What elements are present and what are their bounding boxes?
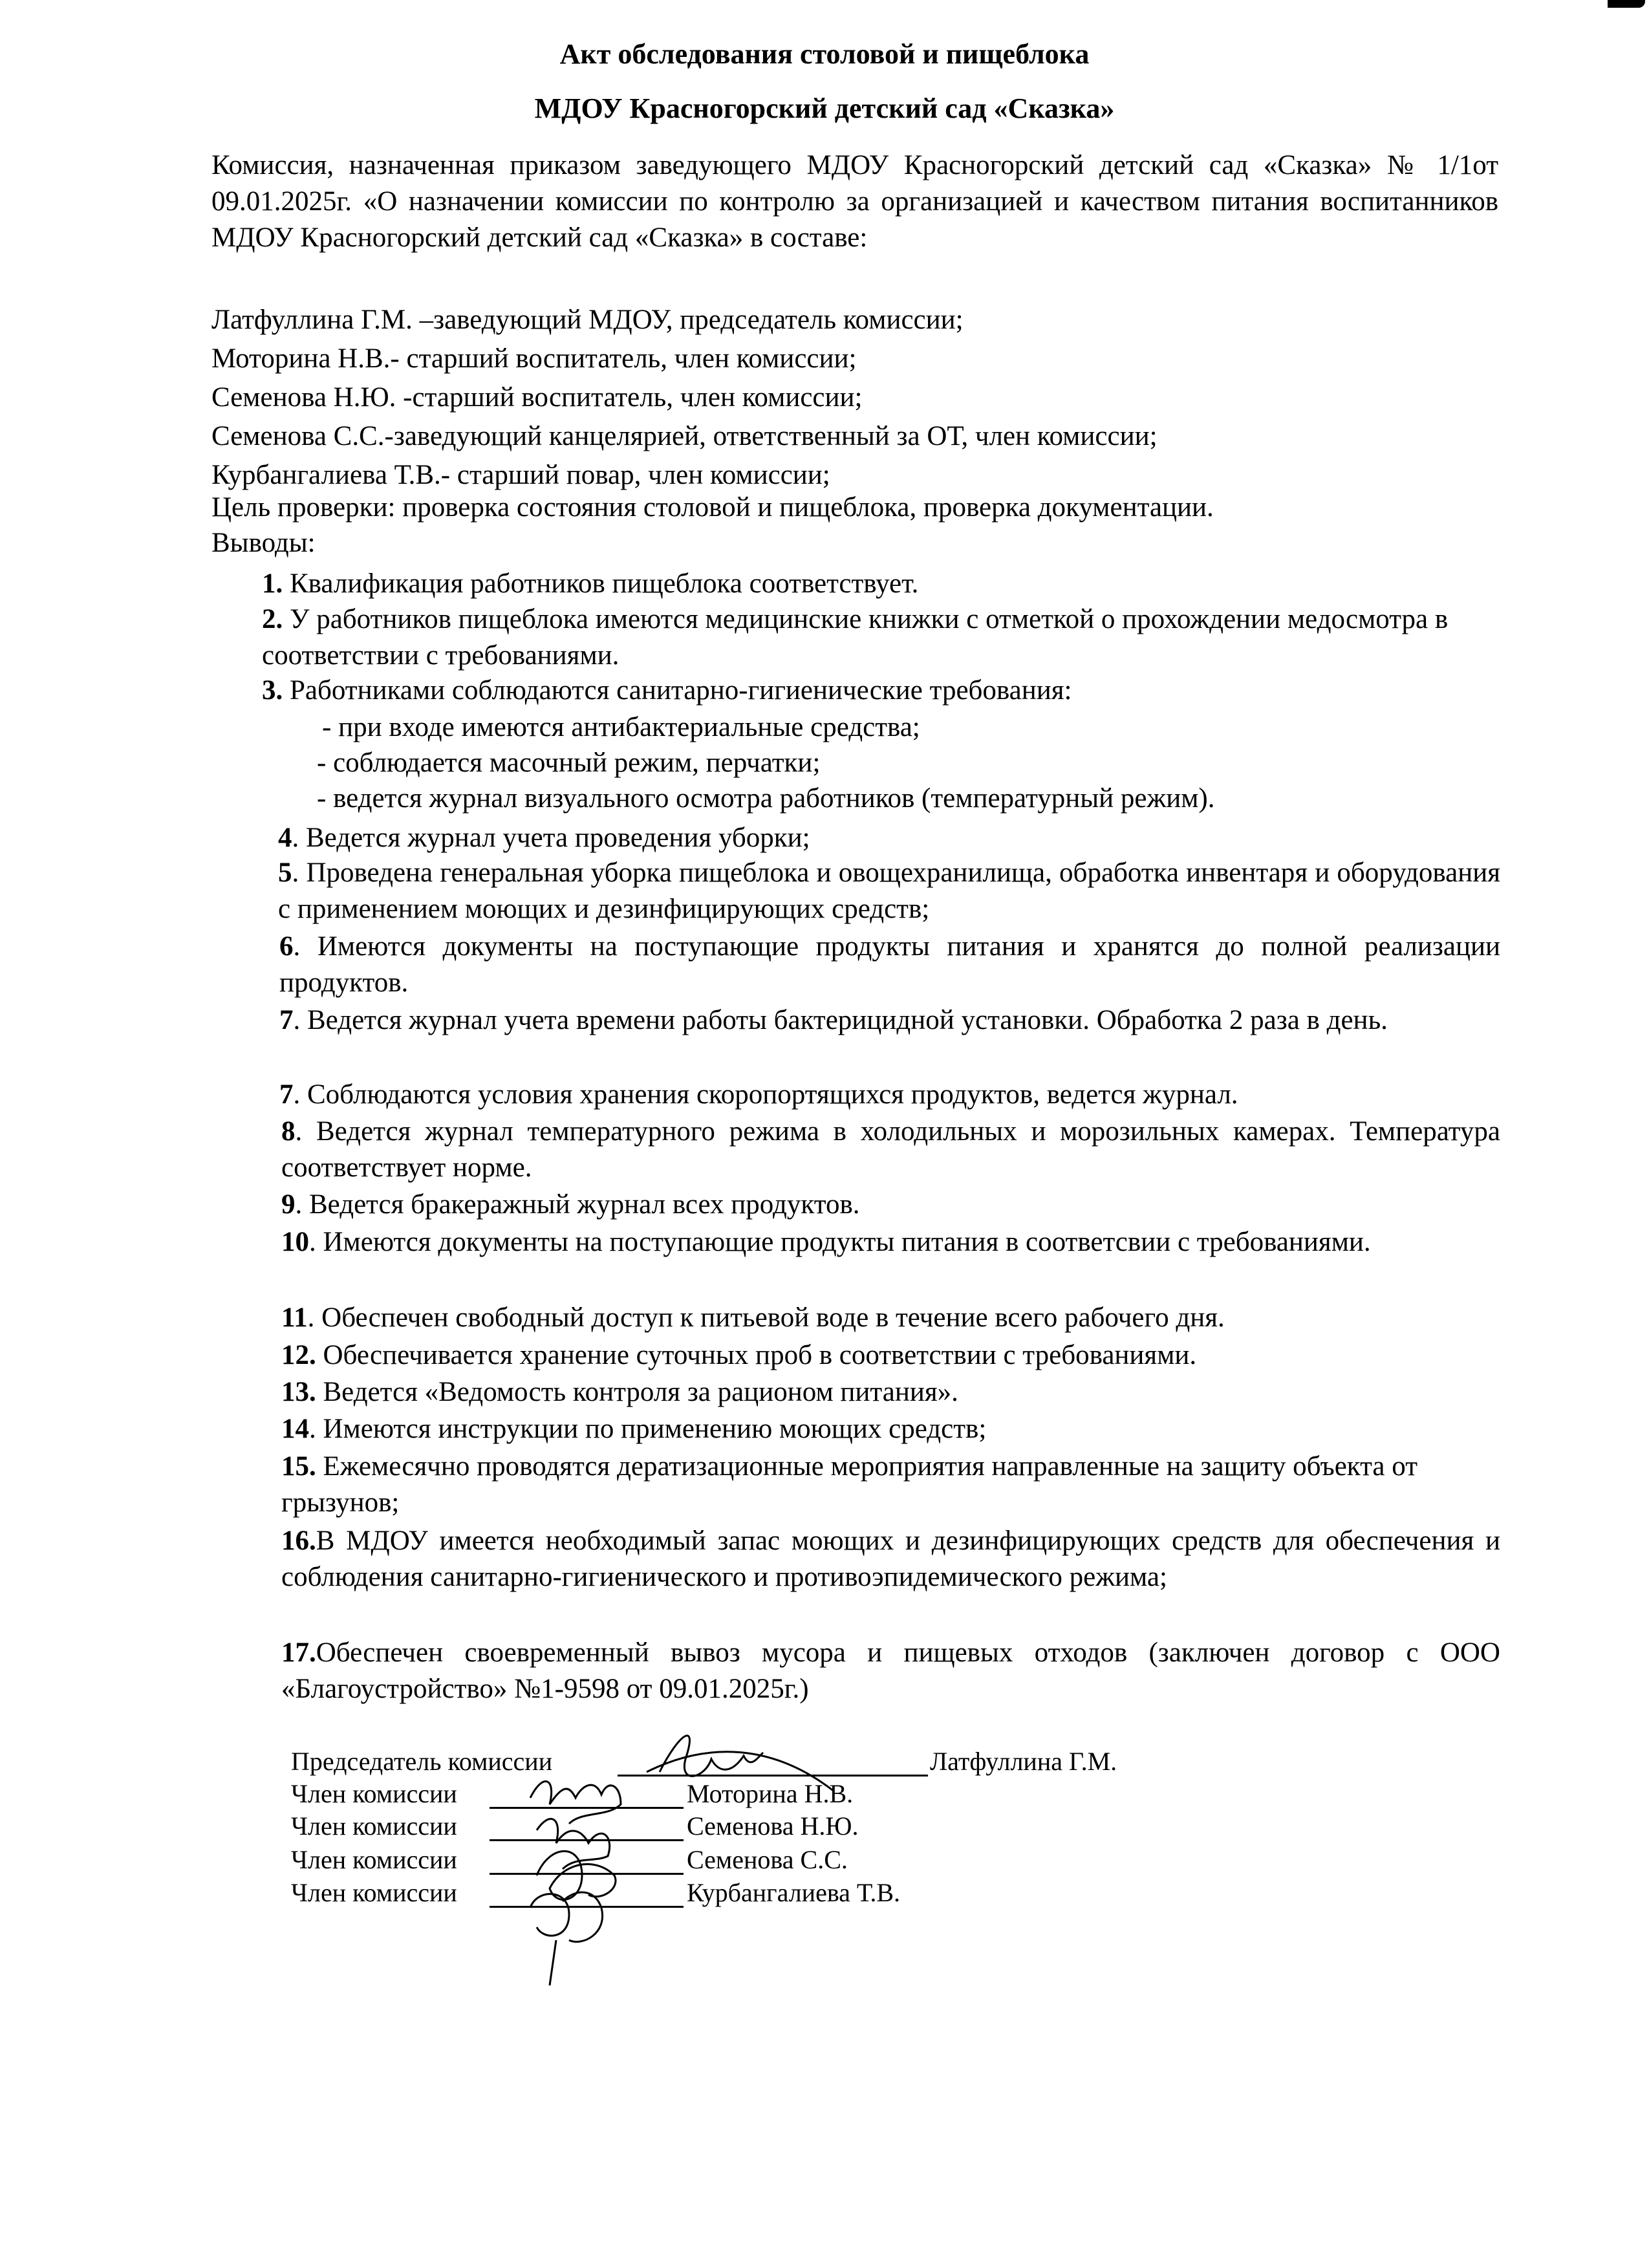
purpose-line: Цель проверки: проверка состояния столовой и пищеблока, проверка документации.: [211, 492, 1214, 523]
finding-text: Ведется «Ведомость контроля за рационом питания».: [316, 1377, 958, 1407]
finding-text: . Соблюдаются условия хранения скоропортящихся продуктов, ведется журнал.: [293, 1079, 1238, 1110]
finding-item: [281, 1187, 1500, 1223]
finding-item: [262, 566, 1491, 602]
finding-subitem: - при входе имеются антибактериальные средства;: [322, 712, 920, 742]
signature-role: Член комиссии: [291, 1845, 457, 1874]
finding-number: 5: [278, 858, 292, 888]
finding-number: 16.: [281, 1526, 316, 1556]
finding-item: [281, 1449, 1500, 1521]
signature-name: Латфуллина Г.М.: [930, 1747, 1117, 1776]
finding-text: . Ведется журнал учета времени работы бактерицидной установки. Обработка 2 раза в день.: [293, 1005, 1388, 1035]
finding-text: Ежемесячно проводятся дератизационные мероприятия направленные на защиту объекта от грызунов;: [281, 1451, 1417, 1518]
member-line: Моторина Н.В.- старший воспитатель, член комиссии;: [211, 343, 857, 374]
finding-text: . Имеются документы на поступающие продукты питания в соответсвии с требованиями.: [309, 1227, 1371, 1257]
signature-role: Член комиссии: [291, 1878, 457, 1907]
finding-item: [281, 1337, 1500, 1374]
signature-role: Член комиссии: [291, 1779, 457, 1808]
finding-number: 4: [278, 823, 292, 853]
finding-number: 7: [279, 1005, 294, 1035]
finding-number: 13.: [281, 1377, 316, 1407]
finding-text: У работников пищеблока имеются медицинские книжки с отметкой о прохождении медосмотра в соответствии с требованиями.: [262, 604, 1449, 671]
finding-item: [281, 1300, 1500, 1336]
finding-text: . Ведется журнал температурного режима в холодильных и морозильных камерах. Температура соответствует норме.: [281, 1116, 1500, 1183]
finding-item: [281, 1635, 1500, 1707]
signature-member-1: [530, 1782, 621, 1824]
signature-line: [490, 1873, 684, 1875]
finding-item: [281, 1114, 1500, 1186]
scan-edge-mark: [1608, 0, 1645, 8]
intro-paragraph: Комиссия, назначенная приказом заведующего МДОУ Красногорский детский сад «Сказка» № 1/1от 09.01.2025г. «О назначении комиссии по контролю за организацией и качеством питания воспитанников МДОУ Красногорский детский сад «Сказка» в составе:: [211, 150, 1498, 253]
finding-number: 7: [279, 1079, 294, 1110]
finding-number: 14: [281, 1414, 309, 1444]
finding-number: 11: [281, 1302, 308, 1333]
signature-role: Председатель комиссии: [291, 1747, 553, 1776]
finding-number: 2.: [262, 604, 283, 634]
finding-text: . Имеются инструкции по применению моющих средств;: [309, 1414, 987, 1444]
member-line: Семенова С.С.-заведующий канцелярией, ответственный за ОТ, член комиссии;: [211, 421, 1158, 451]
finding-number: 8: [281, 1116, 296, 1147]
finding-number: 3.: [262, 675, 283, 706]
signature-member-2: [537, 1819, 610, 1869]
finding-number: 12.: [281, 1340, 316, 1370]
member-line: Семенова Н.Ю. -старший воспитатель, член комиссии;: [211, 382, 863, 413]
finding-item: [279, 929, 1500, 1001]
signature-name: Семенова С.С.: [687, 1845, 848, 1874]
finding-item: [281, 1224, 1500, 1260]
finding-text: Квалификация работников пищеблока соответствует.: [290, 568, 919, 599]
finding-item: [278, 855, 1500, 927]
finding-subitem: - соблюдается масочный режим, перчатки;: [317, 748, 821, 778]
finding-item: [281, 1374, 1500, 1410]
finding-text: Работниками соблюдаются санитарно-гигиенические требования:: [290, 675, 1072, 706]
signature-name: Моторина Н.В.: [687, 1779, 854, 1808]
signature-member-3: [537, 1852, 616, 1900]
finding-item: [262, 673, 1491, 709]
signature-line: [490, 1906, 684, 1908]
finding-item: [281, 1523, 1500, 1595]
finding-number: 1.: [262, 568, 283, 599]
finding-text: . Обеспечен свободный доступ к питьевой воде в течение всего рабочего дня.: [307, 1302, 1225, 1333]
document-title: Акт обследования столовой и пищеблока: [559, 38, 1090, 70]
document-subtitle: МДОУ Красногорский детский сад «Сказка»: [534, 92, 1115, 124]
member-line: Латфуллина Г.М. –заведующий МДОУ, председатель комиссии;: [211, 305, 964, 335]
signature-line: [490, 1839, 684, 1841]
finding-text: . Ведется бракеражный журнал всех продуктов.: [295, 1189, 860, 1220]
finding-text: Обеспечен своевременный вывоз мусора и пищевых отходов (заключен договор с ООО «Благоустройство» №1-9598 от 09.01.2025г.): [281, 1637, 1500, 1704]
conclusions-label: Выводы:: [211, 528, 316, 558]
finding-number: 17.: [281, 1637, 316, 1668]
finding-item: [279, 1077, 1500, 1113]
finding-item: [262, 601, 1510, 674]
finding-item: [279, 1002, 1500, 1039]
finding-text: В МДОУ имеется необходимый запас моющих и дезинфицирующих средств для обеспечения и соблюдения санитарно-гигиенического и противоэпидемического режима;: [281, 1526, 1500, 1592]
finding-text: . Имеются документы на поступающие продукты питания и хранятся до полной реализации продуктов.: [279, 931, 1500, 998]
signature-line: [490, 1807, 684, 1809]
member-line: Курбангалиева Т.В.- старший повар, член комиссии;: [211, 460, 830, 490]
finding-item: [278, 820, 1507, 856]
finding-text: . Проведена генеральная уборка пищеблока и овощехранилища, обработка инвентаря и оборудования с применением моющих и дезинфицирующих средств;: [278, 858, 1500, 924]
signature-name: Курбангалиева Т.В.: [687, 1878, 901, 1907]
finding-number: 15.: [281, 1451, 316, 1482]
finding-text: Обеспечивается хранение суточных проб в соответствии с требованиями.: [316, 1340, 1197, 1370]
finding-subitem: - ведется журнал визуального осмотра работников (температурный режим).: [317, 783, 1215, 814]
signature-role: Член комиссии: [291, 1811, 457, 1841]
finding-number: 10: [281, 1227, 309, 1257]
finding-item: [281, 1411, 1500, 1447]
finding-text: . Ведется журнал учета проведения уборки;: [292, 823, 810, 853]
finding-number: 6: [279, 931, 294, 962]
signature-line: [618, 1775, 928, 1777]
signature-name: Семенова Н.Ю.: [687, 1811, 859, 1841]
finding-number: 9: [281, 1189, 296, 1220]
